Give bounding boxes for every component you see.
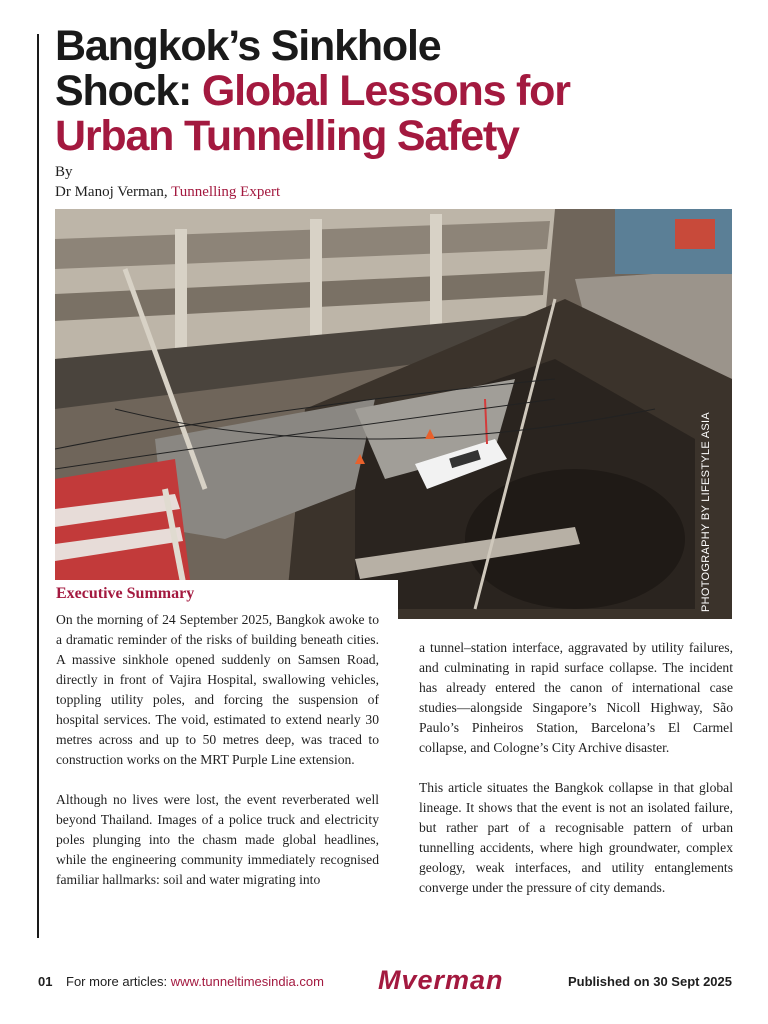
title-line-1: Bangkok’s Sinkhole [55,22,441,70]
author-name: Dr Manoj Verman, [55,184,168,200]
more-articles-label: For more articles: [66,974,171,989]
paragraph-2: Although no lives were lost, the event reverberated well beyond Thailand. Images of a police truck and electricity poles plunging into the chasm made global headlines, while the engineering community immediately recognised familiar hallmarks: soil and water migrating into [56,792,379,887]
by-label: By [55,164,73,180]
published-date: Published on 30 Sept 2025 [568,974,732,989]
paragraph-4: This article situates the Bangkok collapse in that global lineage. It shows that the event is not an isolated failure, but rather part of a recognisable pattern of urban tunnelling accidents, where high groundwater, complex geology, weak interfaces, and utility entanglements converge under the pressure of city demands. [419,780,733,895]
paragraph-3: a tunnel–station interface, aggravated by utility failures, and culminating in rapid surface collapse. The incident has already entered the canon of international case studies—alongside Singapore’s Nicoll Highway, São Paulo’s Pinheiros Station, Barcelona’s El Carmel collapse, and Cologne’s City Archive disaster. [419,640,733,755]
page-number: 01 [38,974,53,989]
title-line-3-accent: Urban Tunnelling Safety [55,112,519,160]
byline [55,162,280,202]
article-title [55,24,745,159]
title-line-2-dark: Shock: [55,67,202,115]
sinkhole-photo-illustration [55,209,732,619]
photo-credit: PHOTOGRAPHY BY LIFESTYLE ASIA [700,411,712,612]
author-line [55,182,280,202]
author-role: Tunnelling Expert [171,184,281,200]
left-rule [37,34,39,938]
more-articles [66,974,324,989]
paragraph-1: On the morning of 24 September 2025, Bangkok awoke to a dramatic reminder of the risks of building beneath cities. A massive sinkhole opened suddenly on Samsen Road, directly in front of Vajira Hospital, swallowing vehicles, toppling utility poles, and forcing the suspension of hospital services. The void, estimated to extend nearly 30 metres across and up to 50 metres deep, was traced to construction works on the MRT Purple Line extension. [56,612,379,767]
website-link[interactable]: www.tunneltimesindia.com [170,974,324,989]
text-column-2 [419,638,733,898]
title-line-2-accent: Global Lessons for [201,67,570,115]
executive-summary-heading: Executive Summary [56,585,195,602]
page-footer [38,965,732,996]
brand-logo: Mverman [378,965,504,995]
text-column-1 [56,610,379,890]
sinkhole-photo [55,209,732,619]
